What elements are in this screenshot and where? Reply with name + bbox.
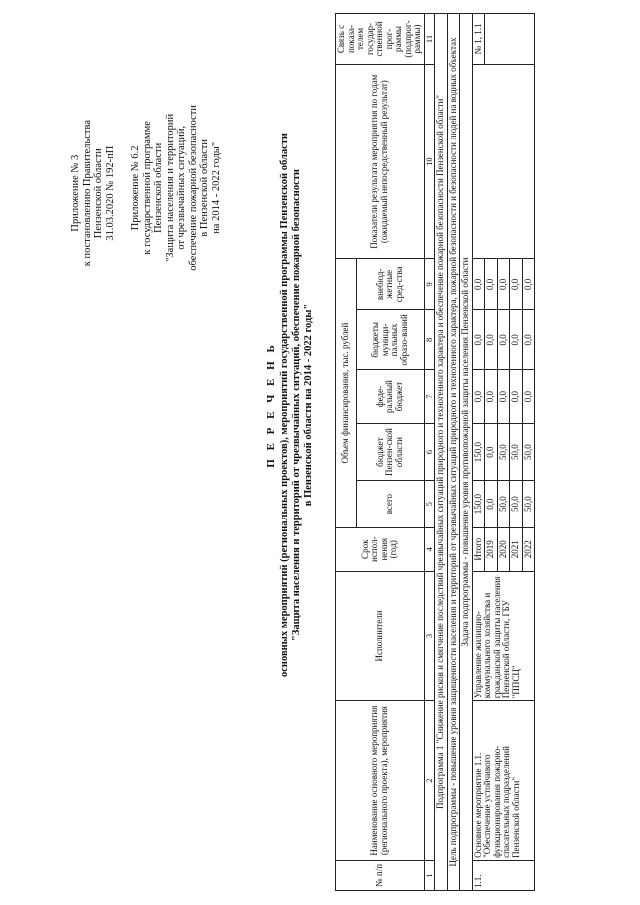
header-row [336,14,357,891]
activity-name: Основное мероприятие 1.1. "Обеспечение устойчивого функционирования пожарно-спасательных подразделений Пензенской области" [472,701,535,861]
row-year: 2019 [485,527,498,571]
row-regional: 50,0 [497,423,510,481]
annex-header-resolution [70,120,116,266]
annex-line: обеспечение пожарной безопасности [187,105,199,271]
row-regional: 0,0 [485,423,498,481]
column-number: 1 [424,860,435,890]
column-number: 5 [424,481,435,527]
row-total: 50,0 [522,481,535,527]
table-row [472,14,485,891]
goal-row [447,14,460,891]
annex-line: Приложение № 6.2 [130,145,141,231]
activity-result [472,64,535,258]
annex-line: в Пензенской области [199,139,210,237]
column-number: 11 [424,14,435,65]
column-number: 2 [424,701,435,861]
col-header-offbudget: внебюд-жетные сред-ства [356,259,424,310]
row-year: 2021 [510,527,523,571]
col-header-term: Срок испол-нения (год) [336,527,425,571]
col-header-regional: бюджет Пензен-ской области [356,423,424,481]
col-header-funding: Объем финансирования, тыс. рублей [336,259,357,527]
column-number: 8 [424,310,435,370]
row-year: 2020 [497,527,510,571]
col-header-municipal: бюджеты муници-пальных образо-ваний [356,310,424,370]
row-year: Итого [472,527,485,571]
annex-line: к государственной программе [141,121,153,255]
row-federal: 0,0 [485,370,498,423]
document-subtitle [279,105,315,705]
subtitle-line: в Пензенской области на 2014 - 2022 годы" [303,303,314,507]
row-municipal: 0,0 [522,310,535,370]
col-header-num: № п/п [336,860,425,890]
task-row [460,14,473,891]
col-header-result: Показатели результата мероприятия по годам (ожидаемый непосредственный результат) [336,64,425,258]
annex-line: 31.03.2020 № 192-пП [104,145,116,241]
column-number: 10 [424,64,435,258]
annex-line: Пензенской области [153,142,164,233]
col-header-total: всего [356,481,424,527]
annex-line: от чрезвычайных ситуаций, [176,125,187,250]
annex-line: "Защита населения и территорий [164,113,176,262]
annex-line: Приложение № 3 [70,154,81,232]
row-federal: 0,0 [522,370,535,423]
row-federal: 0,0 [510,370,523,423]
row-offbudget: 0,0 [522,259,535,310]
document-title: П Е Р Е Ч Е Н Ь [265,342,277,468]
activity-executor: Управление жилищно-коммунального хозяйства и гражданской защиты населения Пензенской области, ГБУ "ППСЦ" [472,571,535,701]
row-offbudget: 0,0 [510,259,523,310]
row-federal: 0,0 [472,370,485,423]
annex-line: Пензенской области [93,148,104,239]
row-federal: 0,0 [497,370,510,423]
subtitle-line: основных мероприятий (региональных проектов), мероприятий государственной программы Пензенской области [279,133,290,677]
row-total: 150,0 [472,481,485,527]
row-regional: 150,0 [472,423,485,481]
row-municipal: 0,0 [485,310,498,370]
row-municipal: 0,0 [510,310,523,370]
activities-table [335,13,535,891]
row-municipal: 0,0 [497,310,510,370]
link-empty [485,14,535,65]
col-header-executors: Исполнители [336,571,425,701]
col-header-link: Связь с показа-телем государ-ственной прог-раммы (подпрог-раммы) [336,14,425,65]
row-year: 2022 [522,527,535,571]
row-offbudget: 0,0 [485,259,498,310]
row-total: 50,0 [510,481,523,527]
row-regional: 50,0 [510,423,523,481]
subprogram-title: Подпрограмма 1 "Снижение рисков и смягчение последствий чрезвычайных ситуаций природного и техногенного характера и обеспечение пожарной безопасности Пензенской области" [435,14,448,891]
row-regional: 50,0 [522,423,535,481]
column-number: 3 [424,571,435,701]
row-offbudget: 0,0 [497,259,510,310]
row-offbudget: 0,0 [472,259,485,310]
activity-link: № 1, 1.1 [472,14,485,65]
column-number: 6 [424,423,435,481]
subprogram-goal: Цель подпрограммы - повышение уровня защищенности населения и территорий от чрезвычайных ситуаций природного и техногенного характера, пожарной безопасности и безопасности людей на водных объектах [447,14,460,891]
subtitle-line: "Защита населения и территорий от чрезвычайных ситуаций, обеспечение пожарной безопасности [291,169,302,641]
column-number-row [424,14,435,891]
annex-header-program [130,105,222,271]
row-total: 0,0 [485,481,498,527]
column-number: 7 [424,370,435,423]
annex-line: на 2014 - 2022 годы" [210,141,222,234]
activity-num: 1.1. [472,860,535,890]
column-number: 9 [424,259,435,310]
row-total: 50,0 [497,481,510,527]
subprogram-row [435,14,448,891]
annex-line: к постановлению Правительства [81,120,93,267]
col-header-federal: феде-ральный бюджет [356,370,424,423]
subprogram-task: Задача подпрограммы - повышение уровня противопожарной защиты населения Пензенской области [460,14,473,891]
row-municipal: 0,0 [472,310,485,370]
col-header-name: Наименование основного мероприятия (регионального проекта), мероприятия [336,701,425,861]
column-number: 4 [424,527,435,571]
